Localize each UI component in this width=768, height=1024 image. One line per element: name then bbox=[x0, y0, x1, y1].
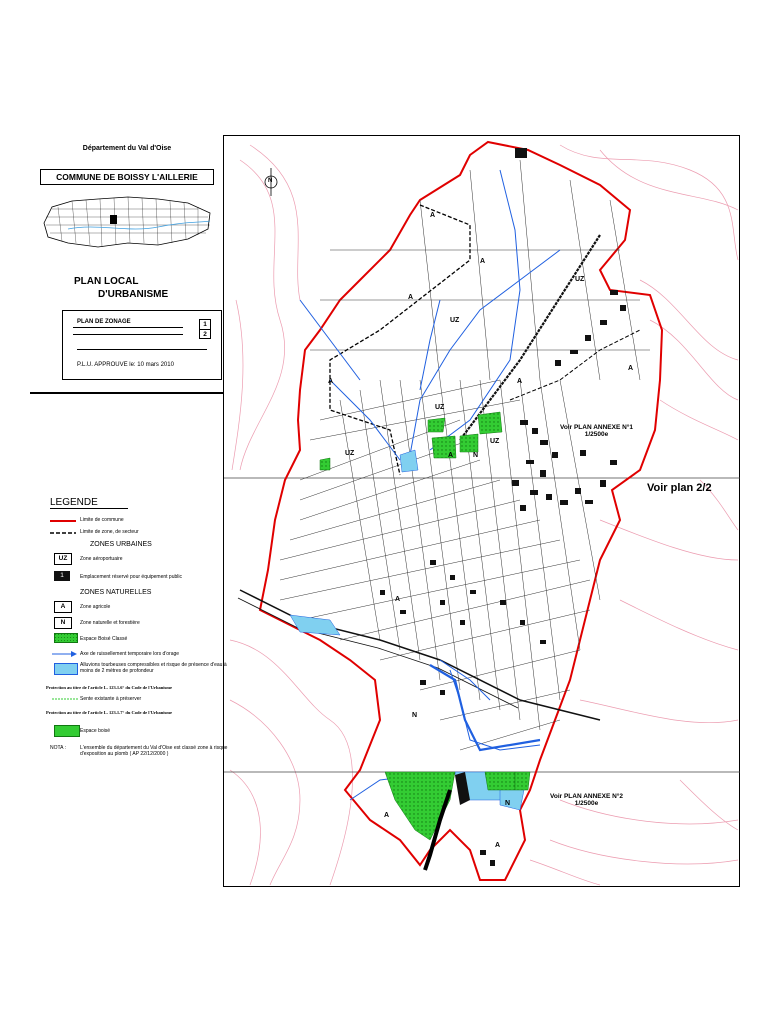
legend-boise: Espace boisé bbox=[80, 728, 111, 734]
legend-a: Zone agricole bbox=[80, 604, 111, 610]
legend-ebc: Espace Boisé Classé bbox=[80, 636, 128, 642]
zone-label: A bbox=[408, 294, 414, 301]
commune-title: COMMUNE DE BOISSY L'AILLERIE bbox=[40, 169, 214, 185]
legend-alluvion: Alluvions tourbeuses compressibles et risque de présence d'eau à moins de 2 mètres de profondeur bbox=[80, 662, 227, 674]
plu-title: PLAN LOCAL D'URBANISME bbox=[74, 276, 169, 300]
zone-label: N bbox=[412, 712, 418, 719]
legend-title: LEGENDE bbox=[50, 497, 128, 509]
zone-label: UZ bbox=[575, 276, 585, 283]
espace-boise-symbol bbox=[54, 725, 80, 737]
annexe-1-label: Voir PLAN ANNEXE N°1 1/2500e bbox=[560, 424, 634, 438]
legend-zones-naturelles: ZONES NATURELLES bbox=[80, 589, 152, 596]
a-symbol: A bbox=[54, 601, 72, 613]
legend-uz: Zone aéroportuaire bbox=[80, 556, 123, 562]
legend-path: Sente existante à préserver bbox=[80, 696, 142, 702]
zoning-title: PLAN DE ZONAGE bbox=[77, 319, 131, 325]
zone-label: A bbox=[448, 452, 454, 459]
nota-text: L'ensemble du département du Val d'Oise est classé zone à risque d'exposition au plomb ( AP 22/12/2000 ) bbox=[80, 745, 228, 757]
legend-runoff: Axe de ruissellement temporaire lors d'orage bbox=[80, 651, 180, 657]
voir-plan-2-label: Voir plan 2/2 bbox=[647, 482, 712, 494]
department-minimap bbox=[38, 193, 216, 253]
alluvion-symbol bbox=[54, 663, 78, 675]
zone-label: A bbox=[628, 365, 634, 372]
reserved-symbol: 1 bbox=[54, 571, 70, 581]
approval-date: P.L.U. APPROUVE le: 10 mars 2010 bbox=[77, 362, 174, 368]
zone-label: A bbox=[430, 212, 436, 219]
legend-zone-limit: Limite de zone, de secteur bbox=[80, 529, 139, 535]
n-symbol: N bbox=[54, 617, 72, 629]
zone-label: A bbox=[517, 378, 523, 385]
alluvion-zones bbox=[290, 450, 525, 810]
zoning-box bbox=[62, 310, 222, 380]
zone-label: A bbox=[384, 812, 390, 819]
department-title: Département du Val d'Oise bbox=[82, 145, 172, 152]
nota-label: NOTA : bbox=[50, 745, 67, 751]
legend-reserved: Emplacement réservé pour équipement public bbox=[80, 574, 182, 580]
annexe-2-label: Voir PLAN ANNEXE N°2 1/2500e bbox=[550, 793, 624, 807]
ebc-areas bbox=[320, 412, 530, 840]
zone-label: A bbox=[480, 258, 486, 265]
legend-commune-limit: Limite de commune bbox=[80, 517, 124, 523]
parcel-lines bbox=[280, 160, 650, 750]
commune-limit bbox=[260, 142, 662, 880]
legend-protection-1: Protection au titre de l'article L. 123.1.6° du Code de l'Urbanisme bbox=[46, 685, 172, 690]
zone-label: UZ bbox=[435, 404, 445, 411]
zone-label: UZ bbox=[450, 317, 460, 324]
north-label: N bbox=[268, 178, 273, 184]
runoff-axes bbox=[300, 170, 560, 750]
zone-label: UZ bbox=[345, 450, 355, 457]
legend-protection-2: Protection au titre de l'article L. 123.1.7° du Code de l'Urbanisme bbox=[46, 710, 172, 715]
zone-label: A bbox=[328, 378, 334, 385]
legend-zones-urbaines: ZONES URBAINES bbox=[90, 541, 152, 548]
zone-label: UZ bbox=[490, 438, 500, 445]
sheet-number: 1 2 bbox=[199, 319, 211, 339]
zone-label: A bbox=[395, 596, 401, 603]
legend-n: Zone naturelle et forestière bbox=[80, 620, 140, 626]
zone-label: N bbox=[473, 452, 479, 459]
zone-label: A bbox=[495, 842, 501, 849]
legend-panel bbox=[30, 135, 228, 887]
zone-label: N bbox=[505, 800, 511, 807]
uz-symbol: UZ bbox=[54, 553, 72, 565]
